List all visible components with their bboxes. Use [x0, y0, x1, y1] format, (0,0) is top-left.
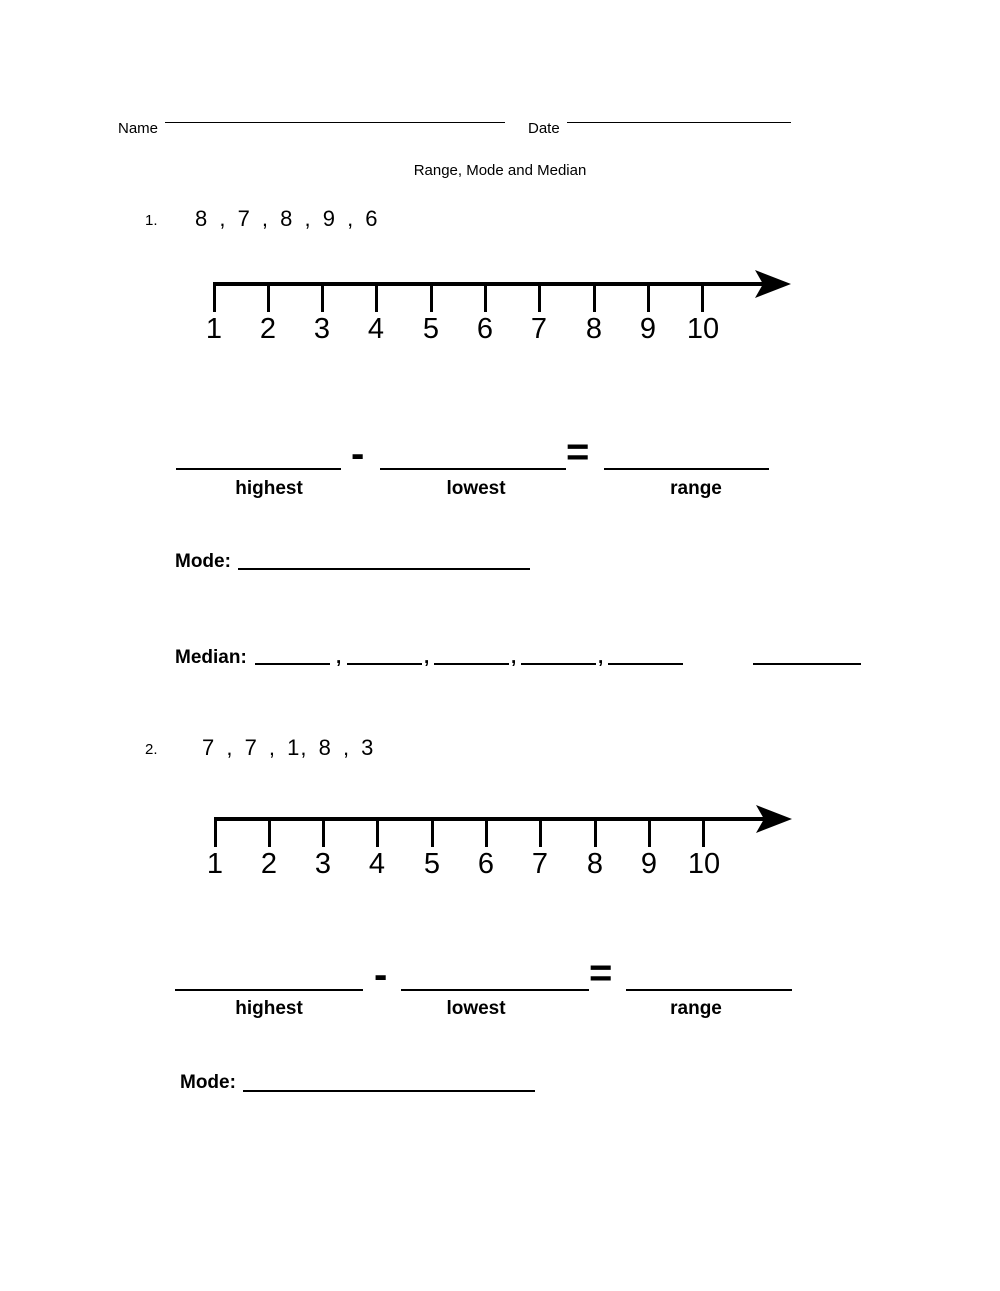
mode-blank[interactable] [238, 568, 530, 570]
tick-5 [431, 817, 434, 847]
arrow-head-icon [756, 805, 792, 833]
range-blank[interactable] [604, 468, 769, 470]
tick-label: 8 [585, 313, 603, 345]
tick-label: 5 [422, 313, 440, 345]
tick-label: 10 [686, 313, 720, 345]
median-label: Median: [175, 647, 247, 668]
median-blank-5[interactable] [608, 663, 683, 665]
tick-label: 2 [259, 313, 277, 345]
tick-7 [539, 817, 542, 847]
tick-label: 1 [206, 848, 224, 880]
tick-label: 6 [476, 313, 494, 345]
lowest-blank[interactable] [401, 989, 589, 991]
date-field[interactable] [567, 122, 791, 123]
comma: , [598, 647, 604, 668]
tick-9 [648, 817, 651, 847]
tick-label: 4 [368, 848, 386, 880]
median-answer-blank[interactable] [753, 663, 861, 665]
tick-8 [593, 282, 596, 312]
median-blank-4[interactable] [521, 663, 596, 665]
highest-caption: highest [235, 478, 303, 499]
tick-10 [701, 282, 704, 312]
tick-label: 4 [367, 313, 385, 345]
equals-sign: = [566, 430, 590, 474]
median-blank-2[interactable] [347, 663, 422, 665]
tick-label: 10 [687, 848, 721, 880]
highest-caption: highest [235, 998, 303, 1019]
tick-6 [484, 282, 487, 312]
equals-sign: = [589, 951, 613, 995]
tick-label: 3 [314, 848, 332, 880]
highest-blank[interactable] [176, 468, 341, 470]
tick-5 [430, 282, 433, 312]
problem-1-values: 8 , 7 , 8 , 9 , 6 [195, 206, 379, 231]
tick-4 [376, 817, 379, 847]
tick-label: 8 [586, 848, 604, 880]
tick-label: 3 [313, 313, 331, 345]
comma: , [511, 647, 517, 668]
tick-8 [594, 817, 597, 847]
minus-sign: - [351, 432, 365, 476]
range-caption: range [670, 478, 722, 499]
tick-2 [268, 817, 271, 847]
problem-2-values: 7 , 7 , 1, 8 , 3 [202, 735, 375, 760]
tick-9 [647, 282, 650, 312]
tick-label: 5 [423, 848, 441, 880]
tick-label: 7 [531, 848, 549, 880]
tick-label: 9 [640, 848, 658, 880]
tick-3 [322, 817, 325, 847]
problem-1-number: 1. [145, 212, 158, 229]
problem-2-number: 2. [145, 741, 158, 758]
tick-1 [214, 817, 217, 847]
comma: , [336, 647, 342, 668]
lowest-caption: lowest [446, 998, 506, 1019]
tick-label: 1 [205, 313, 223, 345]
tick-label: 7 [530, 313, 548, 345]
name-field[interactable] [165, 122, 505, 123]
median-blank-1[interactable] [255, 663, 330, 665]
tick-6 [485, 817, 488, 847]
mode-label: Mode: [180, 1072, 236, 1093]
lowest-blank[interactable] [380, 468, 566, 470]
median-blank-3[interactable] [434, 663, 509, 665]
date-label: Date [528, 120, 560, 137]
arrow-head-icon [755, 270, 791, 298]
lowest-caption: lowest [446, 478, 506, 499]
highest-blank[interactable] [175, 989, 363, 991]
mode-blank[interactable] [243, 1090, 535, 1092]
tick-label: 2 [260, 848, 278, 880]
tick-10 [702, 817, 705, 847]
tick-label: 6 [477, 848, 495, 880]
tick-7 [538, 282, 541, 312]
tick-1 [213, 282, 216, 312]
number-line-1-axis [213, 282, 768, 286]
mode-label: Mode: [175, 551, 231, 572]
tick-4 [375, 282, 378, 312]
tick-3 [321, 282, 324, 312]
minus-sign: - [374, 953, 388, 997]
name-label: Name [118, 120, 159, 137]
comma: , [424, 647, 430, 668]
page-title: Range, Mode and Median [413, 162, 587, 179]
range-blank[interactable] [626, 989, 792, 991]
tick-2 [267, 282, 270, 312]
tick-label: 9 [639, 313, 657, 345]
number-line-2-axis [214, 817, 769, 821]
range-caption: range [670, 998, 722, 1019]
